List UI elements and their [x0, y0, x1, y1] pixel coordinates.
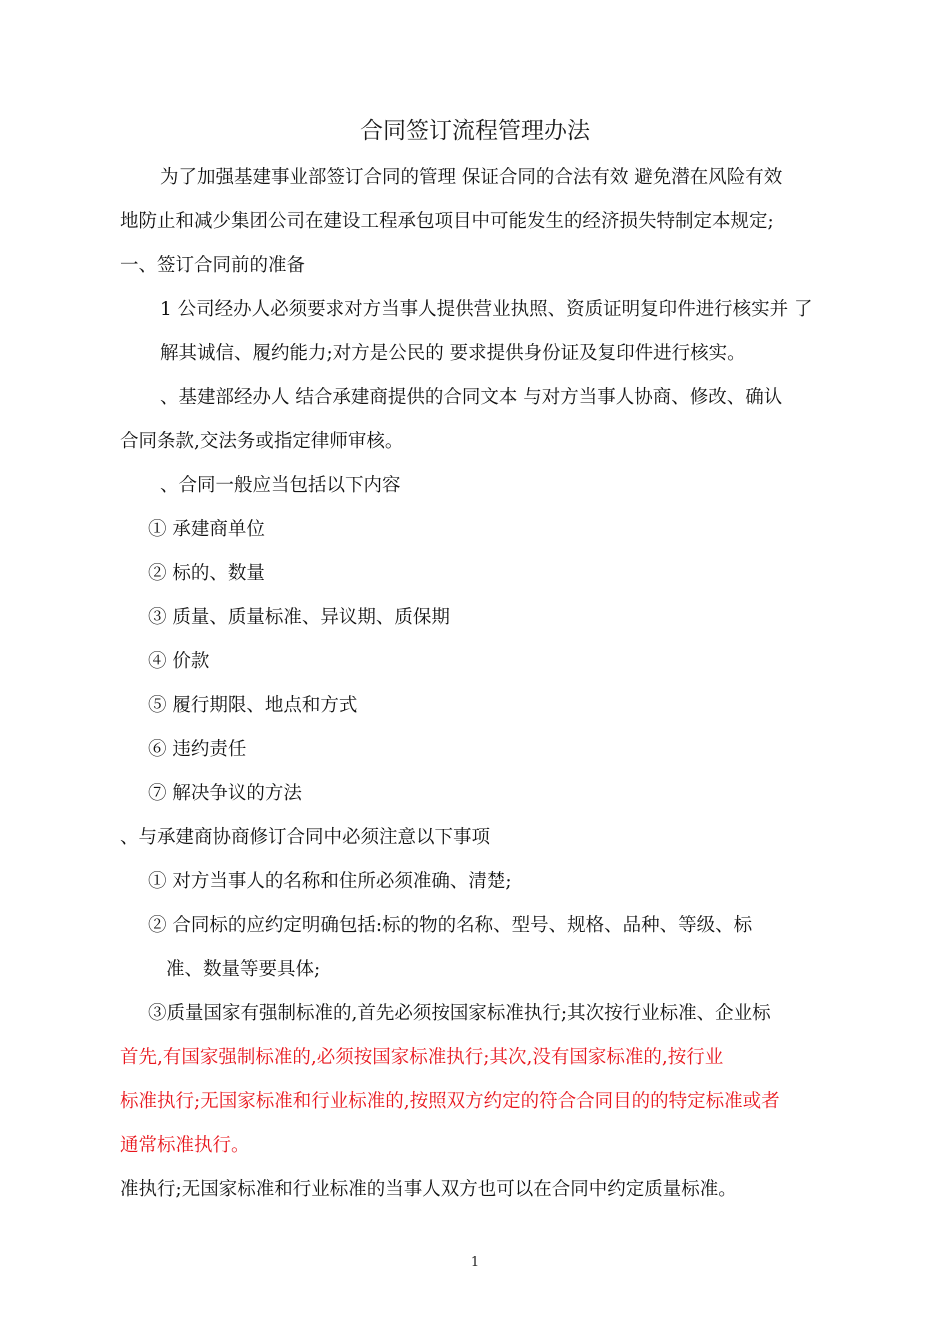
list-item: ⑤ 履行期限、地点和方式 — [148, 695, 358, 716]
section-1-heading: 一、签订合同前的准备 — [120, 255, 306, 276]
note-item-continuation: 准执行;无国家标准和行业标准的当事人双方也可以在合同中约定质量标准。 — [120, 1179, 737, 1200]
red-annotation-line: 首先,有国家强制标准的,必须按国家标准执行;其次,没有国家标准的,按行业 — [120, 1047, 724, 1068]
item-1-line-1: 1 公司经办人必须要求对方当事人提供营业执照、资质证明复印件进行核实并 了 — [160, 299, 813, 320]
intro-line-1: 为了加强基建事业部签订合同的管理 保证合同的合法有效 避免潜在风险有效 — [160, 167, 783, 188]
note-item-continuation: 准、数量等要具体; — [166, 959, 321, 980]
item-1-line-2: 解其诚信、履约能力;对方是公民的 要求提供身份证及复印件进行核实。 — [160, 343, 746, 364]
list-item: ⑦ 解决争议的方法 — [148, 783, 302, 804]
list-item: ⑥ 违约责任 — [148, 739, 247, 760]
section-2-heading: 、与承建商协商修订合同中必须注意以下事项 — [120, 827, 491, 848]
red-annotation-line: 通常标准执行。 — [120, 1135, 250, 1156]
note-item: ① 对方当事人的名称和住所必须准确、清楚; — [148, 871, 512, 892]
note-item: ③质量国家有强制标准的,首先必须按国家标准执行;其次按行业标准、企业标 — [148, 1003, 771, 1024]
list-item: ② 标的、数量 — [148, 563, 265, 584]
list-item: ③ 质量、质量标准、异议期、质保期 — [148, 607, 450, 628]
intro-line-2: 地防止和减少集团公司在建设工程承包项目中可能发生的经济损失特制定本规定; — [120, 211, 774, 232]
red-annotation-line: 标准执行;无国家标准和行业标准的,按照双方约定的符合合同目的的特定标准或者 — [120, 1091, 780, 1112]
page-title: 合同签订流程管理办法 — [360, 118, 590, 144]
item-3-heading: 、合同一般应当包括以下内容 — [160, 475, 401, 496]
item-2-line-2: 合同条款,交法务或指定律师审核。 — [120, 431, 404, 452]
list-item: ① 承建商单位 — [148, 519, 265, 540]
item-2-line-1: 、基建部经办人 结合承建商提供的合同文本 与对方当事人协商、修改、确认 — [160, 387, 783, 408]
list-item: ④ 价款 — [148, 651, 210, 672]
note-item: ② 合同标的应约定明确包括:标的物的名称、型号、规格、品种、等级、标 — [148, 915, 753, 936]
page-number: 1 — [470, 1255, 480, 1270]
